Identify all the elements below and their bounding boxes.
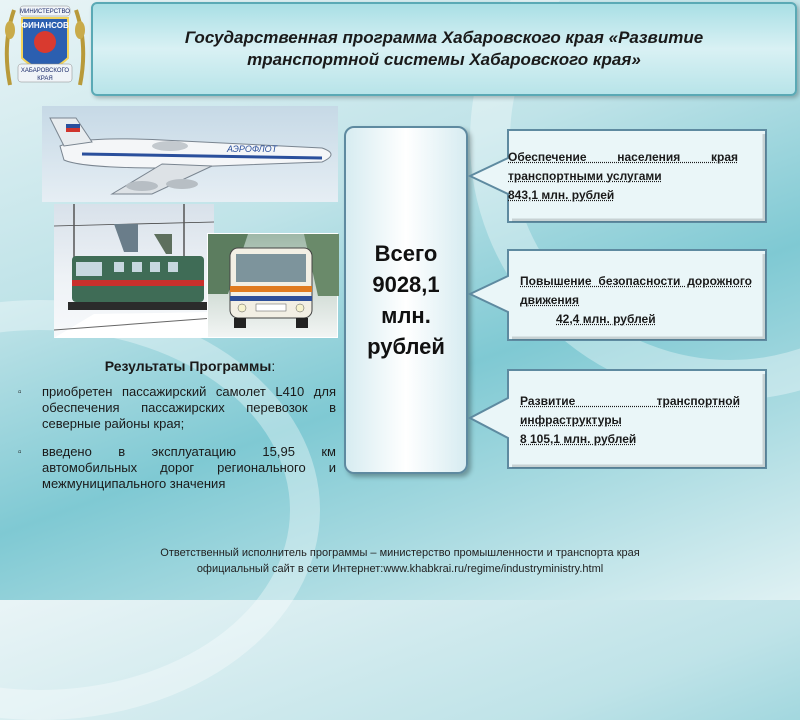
callout-description: Развитие транспортной инфраструктуры bbox=[520, 394, 740, 427]
results-heading-colon: : bbox=[271, 358, 276, 374]
footer-responsible: Ответственный исполнитель программы – министерство промышленности и транспорта края bbox=[160, 547, 640, 559]
callout-text bbox=[520, 392, 740, 449]
transport-photos bbox=[42, 106, 338, 338]
callout-transport-services bbox=[468, 128, 768, 224]
emblem-line-1: МИНИСТЕРСТВО bbox=[20, 9, 70, 15]
total-line-3: млн. bbox=[381, 303, 431, 328]
callout-text bbox=[508, 148, 738, 205]
airplane-livery: АЭРОФЛОТ bbox=[227, 144, 278, 154]
title-banner bbox=[91, 2, 797, 96]
ministry-emblem bbox=[0, 0, 90, 92]
total-line-1: Всего bbox=[374, 241, 438, 266]
results-list bbox=[18, 384, 336, 504]
results-heading-text: Результаты Программы bbox=[104, 358, 272, 374]
total-budget-text bbox=[367, 238, 445, 362]
list-item bbox=[18, 444, 336, 492]
callout-amount: 42,4 млн. рублей bbox=[556, 312, 656, 326]
total-budget-box bbox=[344, 126, 468, 474]
train-photo bbox=[54, 204, 214, 338]
callout-description: Обеспечение населения края транспортными услугами bbox=[508, 150, 738, 183]
result-text: приобретен пассажирский самолет L410 для обеспечения пассажирских перевозок в северные районы края; bbox=[42, 384, 336, 431]
results-heading bbox=[42, 358, 338, 374]
bullet-icon: ▫ bbox=[18, 387, 22, 398]
emblem-line-2: ФИНАНСОВ bbox=[21, 21, 69, 30]
airplane-photo bbox=[42, 106, 338, 202]
page-title: Государственная программа Хабаровского края «Развитие транспортной системы Хабаровского края» bbox=[184, 28, 704, 69]
callout-amount: 8 105,1 млн. рублей bbox=[520, 432, 637, 446]
bullet-icon: ▫ bbox=[18, 447, 22, 458]
list-item bbox=[18, 384, 336, 432]
result-text: введено в эксплуатацию 15,95 км автомобильных дорог регионального и межмуниципального значения bbox=[42, 444, 336, 491]
callout-road-safety bbox=[468, 248, 768, 342]
callout-amount: 843,1 млн. рублей bbox=[508, 188, 615, 202]
footer bbox=[60, 545, 740, 577]
total-line-2: 9028,1 bbox=[372, 272, 440, 297]
bus-photo bbox=[207, 233, 338, 338]
emblem-line-3: ХАБАРОВСКОГО bbox=[20, 68, 70, 74]
callout-infrastructure bbox=[468, 368, 768, 470]
total-line-4: рублей bbox=[367, 334, 445, 359]
footer-website[interactable]: официальный сайт в сети Интернет:www.khabkrai.ru/regime/industryministry.html bbox=[196, 563, 604, 575]
callout-text bbox=[520, 272, 752, 329]
emblem-line-4: КРАЯ bbox=[37, 76, 53, 82]
callout-description: Повышение безопасности дорожного движения bbox=[520, 274, 752, 307]
